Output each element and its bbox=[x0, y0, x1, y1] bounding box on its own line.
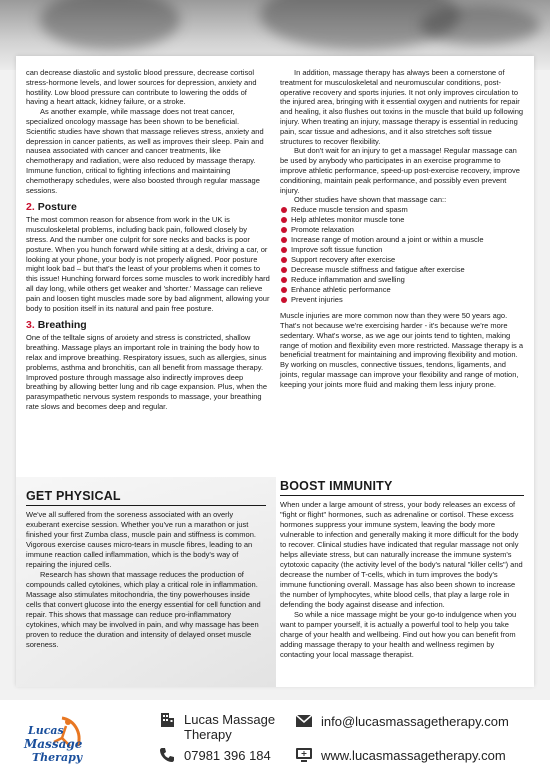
posture-heading bbox=[26, 201, 270, 214]
posture-title: Posture bbox=[37, 201, 77, 214]
right-column bbox=[280, 68, 524, 390]
list-item: Reduce muscle tension and spasm bbox=[280, 205, 524, 215]
get-physical-heading: GET PHYSICAL bbox=[26, 491, 266, 506]
bullet-icon bbox=[281, 247, 287, 253]
boost-immunity-heading: BOOST IMMUNITY bbox=[280, 477, 524, 496]
bullet-icon bbox=[281, 217, 287, 223]
website-link[interactable]: www.lucasmassagetherapy.com bbox=[321, 747, 506, 763]
breathing-number: 3. bbox=[26, 319, 35, 332]
posture-text: The most common reason for absence from work in the UK is musculoskeletal problems, including back pain, followed closely by stress. And the number one culprit for sore necks and backs is poor posture. When you hunch forward while sitting at a desk, driving a car, or looking at your phone, your body is not properly aligned. Poor posture might look bad – but that's the least of your problems when it comes to this issue! Hunching forward forces some muscles to work incredibly hard all day long, while others get weaker and 'shorter.' Massage can relieve pain and loosen tight muscles made sore by bad alignment, allowing your body to position itself in its natural and pain free posture. bbox=[26, 215, 270, 313]
injury-paragraph: In addition, massage therapy has always been a cornerstone of treatment for musculoskeletal and neuromuscular conditions, post-operative recovery and sports injuries. It not only improves circulation to the injured area, bringing with it essential oxygen and nutrients for repair and healing, it also flushes out toxins in the muscle that build up following injury. When treating an injury, massage therapy is essential in reducing pain, scar tissue and adhesions, and it also stretches soft tissue structures to recover flexibility. bbox=[280, 68, 524, 146]
list-item: Help athletes monitor muscle tone bbox=[280, 215, 524, 225]
posture-number: 2. bbox=[26, 201, 35, 214]
breathing-title: Breathing bbox=[37, 319, 87, 332]
phone-number[interactable]: 07981 396 184 bbox=[184, 747, 271, 763]
list-item: Prevent injuries bbox=[280, 295, 524, 305]
business-name-line: Lucas Massage bbox=[184, 712, 276, 727]
email-link[interactable]: info@lucasmassagetherapy.com bbox=[321, 713, 509, 729]
breathing-text: One of the telltale signs of anxiety and stress is constricted, shallow breathing. Massage plays an important role in training the body how to relax and improve breathing. Respiratory issues, such as allergies, sinus problems, asthma and bronchitis, can all benefit from massage therapy. Improved posture through massage also indirectly improves deep breathing by allowing better lung and rib cage expansion. Plus, when the parasympathetic nervous system responds to massage, your breathing rate slows and becomes deep and regular. bbox=[26, 333, 267, 411]
web-icon bbox=[295, 746, 313, 764]
list-item: Promote relaxation bbox=[280, 225, 524, 235]
intro-paragraph: can decrease diastolic and systolic blood pressure, decrease cortisol stress-hormone levels, and lower sources for depression, anxiety and hostility. Low blood pressure can contribute to lowering the odds of having a heart attack, kidney failure, or a stroke. bbox=[26, 68, 257, 107]
list-item: Improve soft tissue function bbox=[280, 245, 524, 255]
get-physical-paragraph: Research has shown that massage reduces the production of compounds called cytokines, which play a critical role in inflammation. Massage also stimulates mitochondria, the tiny powerhouses inside cells that convert glucose into the energy essential for cell function and repair. This shows that massage can reduce pro-inflammatory cytokines, which may be involved in pain, and why massage has been proven to reduce the duration and intensity of delayed onset muscle soreness. bbox=[26, 570, 261, 649]
svg-text:Lucas: Lucas bbox=[28, 724, 64, 737]
boost-immunity-section bbox=[276, 477, 534, 687]
list-item: Enhance athletic performance bbox=[280, 285, 524, 295]
phone-icon bbox=[158, 746, 176, 764]
footer bbox=[0, 700, 550, 778]
business-name bbox=[158, 712, 275, 742]
list-item: Decrease muscle stiffness and fatigue after exercise bbox=[280, 265, 524, 275]
bullet-icon bbox=[281, 257, 287, 263]
bullet-icon bbox=[281, 237, 287, 243]
left-column bbox=[26, 68, 270, 412]
list-item: Increase range of motion around a joint or within a muscle bbox=[280, 235, 524, 245]
studies-intro: Other studies have shown that massage can:: bbox=[294, 195, 447, 205]
phone-contact[interactable] bbox=[158, 746, 271, 764]
benefits-list bbox=[280, 205, 524, 305]
bullet-icon bbox=[281, 207, 287, 213]
website-contact[interactable] bbox=[295, 746, 506, 764]
get-physical-paragraph: We've all suffered from the soreness associated with an overly exuberant exercise session. Whether you've run a marathon or just finished your first Zumba class, muscle pain and stiffness is common. Vigorous exercise causes micro-tears in muscle fibres, leading to an immune reaction called inflammation, which is the body's way of repairing the injured cells. bbox=[26, 510, 256, 569]
building-icon bbox=[158, 711, 176, 729]
bullet-icon bbox=[281, 267, 287, 273]
svg-text:Massage: Massage bbox=[24, 737, 83, 751]
list-item: Reduce inflammation and swelling bbox=[280, 275, 524, 285]
bullet-icon bbox=[281, 297, 287, 303]
bullet-icon bbox=[281, 227, 287, 233]
bullet-icon bbox=[281, 277, 287, 283]
logo-icon bbox=[22, 712, 92, 770]
boost-immunity-paragraph: When under a large amount of stress, your body releases an excess of "fight or flight" hormones, such as adrenaline or cortisol. These excess hormones suppress your immune system, leaving the body more vulnerable to infection and generally making it more difficult for the body to recover. Clinical studies have indicated that regular massage not only helps alleviate stress, but can naturally increase the immune system's cytotoxic capacity (the activity level of the body's natural "killer cells") and decrease the number of T-cells, which in turn improves the body's immune functioning overall. Massage has also been shown to increase the number of lymphocytes, white blood cells, that play a large role in defending the body against disease and infection. bbox=[280, 500, 523, 609]
business-name-line: Therapy bbox=[184, 727, 232, 742]
closing-paragraph: Muscle injuries are more common now than they were 50 years ago. That's not because we're exercising harder - it's because we're more sedentary. What's worse, as we age our joints tend to tighten, making range of motion and flexibility even more restricted. Massage therapy is a beneficial treatment for maintaining and improving flexibility and motion. By working on muscles, connective tissues, tendons, ligaments, and joints, regular massage can improve your flexibility and range of motion, keeping your joints more fluid and making them less injury prone. bbox=[280, 311, 524, 389]
list-item: Support recovery after exercise bbox=[280, 255, 524, 265]
email-icon bbox=[295, 712, 313, 730]
get-physical-section bbox=[16, 477, 276, 687]
exercise-paragraph: But don't wait for an injury to get a massage! Regular massage can be used by anybody who participates in an exercise programme to improve athletic performance, speed-up post-exercise recovery, improve conditioning, maintain peak performance, and possibly even prevent injury. bbox=[280, 146, 520, 195]
intro-paragraph: As another example, while massage does not treat cancer, specialized oncology massage has been shown to be beneficial. Scientific studies have shown that massage relieves stress, anxiety and depression in cancer patients, as well as improves their sleep. Pain and nausea associated with cancer and cancer treatments, like chemotherapy and radiation, were also reduced by massage therapy. Immune function, critical to fighting infections and maintaining chemotherapy schedules, were also boosted through regular massage sessions. bbox=[26, 107, 264, 195]
svg-text:Therapy: Therapy bbox=[32, 751, 83, 764]
email-contact[interactable] bbox=[295, 712, 509, 730]
breathing-heading bbox=[26, 319, 270, 332]
boost-immunity-paragraph: So while a nice massage might be your go-to indulgence when you want to pamper yourself, it is actually a powerful tool to help you take charge of your health and wellbeing. Find out how you can benefit from adding massage therapy to your health and wellness regimen by contacting your local massage therapist. bbox=[280, 610, 517, 659]
bullet-icon bbox=[281, 287, 287, 293]
